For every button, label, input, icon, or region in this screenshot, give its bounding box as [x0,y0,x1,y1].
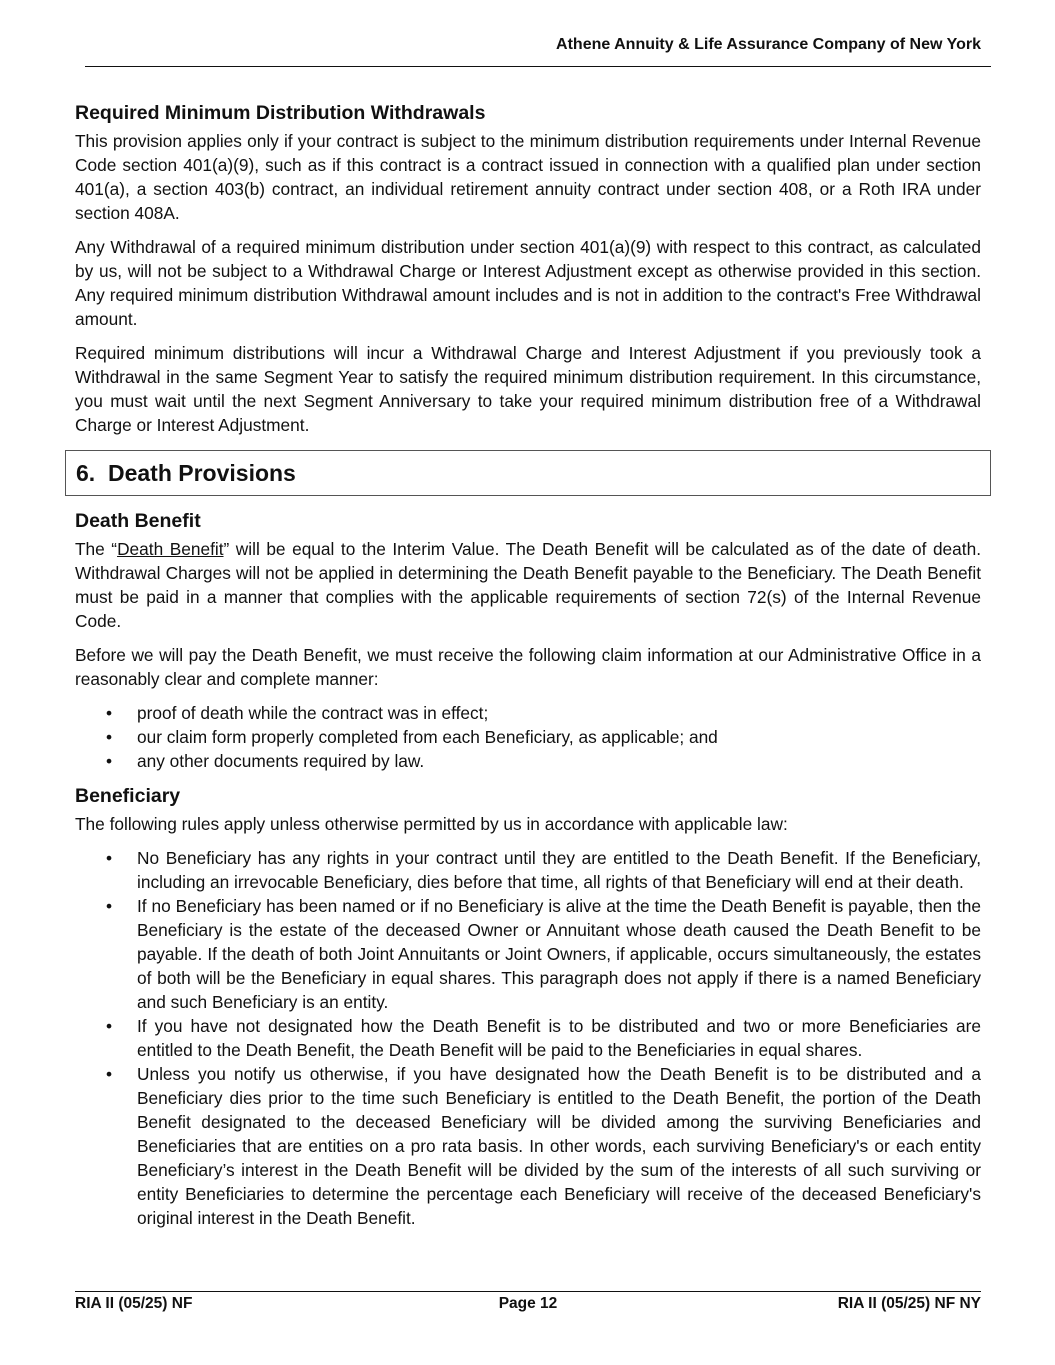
beneficiary-heading: Beneficiary [75,785,181,807]
document-body [75,100,981,1240]
page-footer [75,1294,981,1314]
section-6-title: 6. Death Provisions [76,460,296,486]
list-item: • No Beneficiary has any rights in your contract until they are entitled to the Death Benefit. If the Beneficiary, including an irrevocable Beneficiary, dies before that time, all rights of that Beneficiary will end at their death. [75,846,981,894]
list-item: • proof of death while the contract was in effect; [75,701,981,725]
rmd-paragraph-1: This provision applies only if your contract is subject to the minimum distribution requirements under Internal Revenue Code section 401(a)(9), such as if this contract is a contract issued in connection with a qualified plan under section 401(a), a section 403(b) contract, an individual retirement annuity contract under section 408, or a Roth IRA under section 408A. [75,131,981,223]
list-item: • any other documents required by law. [75,749,981,773]
death-benefit-paragraph-2: Before we will pay the Death Benefit, we must receive the following claim information at our Administrative Office in a reasonably clear and complete manner: [75,645,981,689]
header-divider [85,66,991,67]
death-benefit-definition-text: ” will be equal to the Interim Value. The Death Benefit will be calculated as of the date of death. Withdrawal Charges will not be applied in determining the Death Benefit payable to the Beneficiary. The Death Benefit must be paid in a manner that complies with the applicable requirements of section 72(s) of the Internal Revenue Code. [75,539,981,631]
rmd-paragraph-3: Required minimum distributions will incur a Withdrawal Charge and Interest Adjustment if you previously took a Withdrawal in the same Segment Year to satisfy the required minimum distribution requirement. In this circumstance, you must wait until the next Segment Anniversary to take your required minimum distribution free of a Withdrawal Charge or Interest Adjustment. [75,343,981,435]
footer-divider [75,1291,981,1292]
list-item: • If no Beneficiary has been named or if no Beneficiary is alive at the time the Death Benefit is payable, then the Beneficiary is the estate of the deceased Owner or Annuitant whose death caused the Death Benefit to be payable. If the death of both Joint Annuitants or Joint Owners, if applicable, occurs simultaneously, the estates of both will be the Beneficiary in equal shares. This paragraph does not apply if there is a named Beneficiary and such Beneficiary is an entity. [75,894,981,1014]
list-item: • If you have not designated how the Death Benefit is to be distributed and two or more Beneficiaries are entitled to the Death Benefit, the Death Benefit will be paid to the Beneficiaries in equal shares. [75,1014,981,1062]
death-benefit-heading: Death Benefit [75,510,201,532]
list-item: • our claim form properly completed from each Beneficiary, as applicable; and [75,725,981,749]
death-benefit-paragraph-1 [75,537,981,633]
claim-requirements-list [75,701,981,773]
beneficiary-intro: The following rules apply unless otherwise permitted by us in accordance with applicable law: [75,814,788,834]
page-header-company: Athene Annuity & Life Assurance Company of New York [556,36,981,53]
footer-page-number: Page 12 [498,1295,558,1312]
section-6-header-box [65,450,991,496]
list-item: • Unless you notify us otherwise, if you have designated how the Death Benefit is to be distributed and a Beneficiary dies prior to the time such Beneficiary is entitled to the Death Benefit, the portion of the Death Benefit designated to the deceased Beneficiary will be divided among the surviving Beneficiaries and Beneficiaries that are entities on a pro rata basis. In other words, each surviving Beneficiary's or each entity Beneficiary’s interest in the Death Benefit will be divided by the sum of the interests of all such surviving or entity Beneficiaries to determine the percentage each Beneficiary will receive of the deceased Beneficiary's original interest in the Death Benefit. [75,1062,981,1230]
rmd-heading: Required Minimum Distribution Withdrawals [75,102,486,124]
footer-form-number-left: RIA II (05/25) NF [75,1295,193,1312]
defined-term-death-benefit: Death Benefit [117,539,224,559]
beneficiary-rules-list [75,846,981,1230]
rmd-paragraph-2: Any Withdrawal of a required minimum distribution under section 401(a)(9) with respect to this contract, as calculated by us, will not be subject to a Withdrawal Charge or Interest Adjustment except as otherwise provided in this section. Any required minimum distribution Withdrawal amount includes and is not in addition to the contract's Free Withdrawal amount. [75,237,981,329]
footer-form-number-right: RIA II (05/25) NF NY [837,1295,981,1312]
quote-open: The “ [75,539,118,559]
